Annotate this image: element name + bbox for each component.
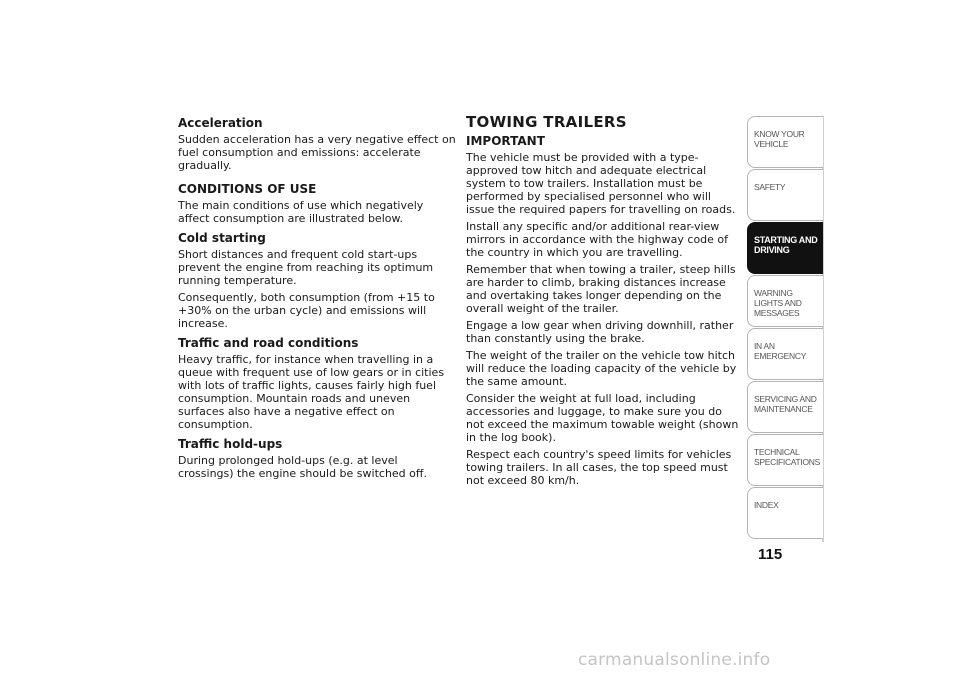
acceleration-text: Sudden acceleration has a very negative effect on fuel consumption and emissions: accelerate gradually. [178,133,456,172]
traffic-text: Heavy traffic, for instance when travelling in a queue with frequent use of low gears or in cities with lots of traffic lights, causes fairly high fuel consumption. Mountain roads and uneven surfaces also have a negative effect on consumption. [178,353,445,431]
towing-paragraph-1: The vehicle must be provided with a type-approved tow hitch and adequate electrical system to tow trailers. Installation must be performed by specialised personnel who will issue the required papers for travelling on roads. [466,151,736,216]
tab-in-an-emergency[interactable]: IN AN EMERGENCY [747,328,823,380]
traffic-heading: Traffic and road conditions [178,336,359,350]
towing-paragraph-7: Respect each country's speed limits for vehicles towing trailers. In all cases, the top speed must not exceed 80 km/h. [466,448,732,487]
tab-servicing[interactable]: SERVICING AND MAINTENANCE [747,381,823,433]
chapter-tabs [747,116,823,540]
conditions-text: The main conditions of use which negatively affect consumption are illustrated below. [178,199,424,225]
towing-paragraph-2: Install any specific and/or additional rear-view mirrors in accordance with the highway code of the country in which you are travelling. [466,220,729,259]
cold-starting-heading: Cold starting [178,231,266,245]
watermark: carmanualsonline.info [578,650,771,670]
cold-starting-text-1: Short distances and frequent cold start-ups prevent the engine from reaching its optimum running temperature. [178,248,434,287]
acceleration-heading: Acceleration [178,116,263,130]
cold-starting-text-2: Consequently, both consumption (from +15 to +30% on the urban cycle) and emissions will increase. [178,291,435,330]
towing-paragraph-6: Consider the weight at full load, including accessories and luggage, to make sure you do not exceed the maximum towable weight (shown in the log book). [466,392,739,444]
towing-paragraph-3: Remember that when towing a trailer, steep hills are harder to climb, braking distances increase and overtaking takes longer depending on the overall weight of the trailer. [466,263,736,315]
tab-warning-lights[interactable]: WARNING LIGHTS AND MESSAGES [747,275,823,327]
towing-paragraph-4: Engage a low gear when driving downhill, rather than constantly using the brake. [466,319,734,345]
tab-index[interactable]: INDEX [747,487,823,539]
holdups-text: During prolonged hold-ups (e.g. at level crossings) the engine should be switched off. [178,454,427,480]
towing-trailers-title: TOWING TRAILERS [466,113,627,131]
tab-know-your-vehicle[interactable]: KNOW YOUR VEHICLE [747,116,823,168]
tab-safety[interactable]: SAFETY [747,169,823,221]
tab-starting-and-driving[interactable]: STARTING AND DRIVING [747,222,823,274]
towing-paragraph-5: The weight of the trailer on the vehicle tow hitch will reduce the loading capacity of the vehicle by the same amount. [466,349,737,388]
page-number: 115 [758,546,783,563]
important-heading: IMPORTANT [466,134,545,148]
left-column [178,110,456,484]
tab-technical-specifications[interactable]: TECHNICAL SPECIFICATIONS [747,434,823,486]
right-column [466,110,742,491]
conditions-heading: CONDITIONS OF USE [178,182,317,196]
holdups-heading: Traffic hold-ups [178,437,283,451]
